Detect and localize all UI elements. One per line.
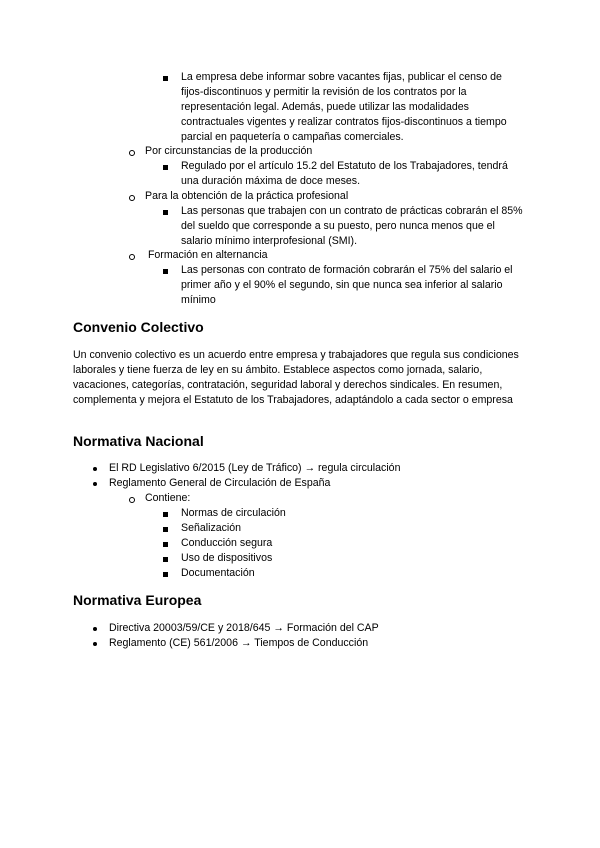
list-item-vacantes: La empresa debe informar sobre vacantes fijas, publicar el censo de fijos-discontinuos y permitir la revisión de los contratos por la representación legal. Además, puede utilizar las modalidades contractuales vigentes y realizar contratos fijos-discontinuos a tiempo parcial en paquetería o campañas comerciales. [181,71,507,143]
list-item-formacion: Formación en alternancia [145,249,268,261]
heading-europea: Normativa Europea [73,592,202,608]
list-item-circunstancias: Por circunstancias de la producción [145,145,313,157]
circle-bullet-icon [129,195,135,201]
list-item-conduccion: Conducción segura [181,537,273,549]
square-bullet-icon [163,76,168,81]
square-bullet-icon [163,512,168,517]
circle-bullet-icon [129,150,135,156]
disc-bullet-icon [93,482,97,486]
square-bullet-icon [163,542,168,547]
list-item-directiva: Directiva 20003/59/CE y 2018/645 → Formación del CAP [109,622,379,634]
list-item-senalizacion: Señalización [181,522,242,534]
disc-bullet-icon [93,642,97,646]
list-item-dispositivos: Uso de dispositivos [181,552,273,564]
circle-bullet-icon [129,254,135,260]
list-item-circunstancias-detalle: Regulado por el artículo 15.2 del Estatuto de los Trabajadores, tendrá una duración máxima de doce meses. [181,160,508,187]
heading-convenio: Convenio Colectivo [73,319,204,335]
square-bullet-icon [163,572,168,577]
square-bullet-icon [163,165,168,170]
disc-bullet-icon [93,467,97,471]
heading-nacional: Normativa Nacional [73,433,204,449]
list-item-practica: Para la obtención de la práctica profesional [145,190,349,202]
square-bullet-icon [163,527,168,532]
square-bullet-icon [163,557,168,562]
list-item-formacion-detalle: Las personas con contrato de formación cobrarán el 75% del salario el primer año y el 90% el segundo, sin que nunca sea inferior al salario mínimo [181,264,513,306]
circle-bullet-icon [129,497,135,503]
list-item-reglamento: Reglamento General de Circulación de España [109,477,331,489]
list-item-practica-detalle: Las personas que trabajen con un contrato de prácticas cobrarán el 85% del sueldo que corresponde a su puesto, pero nunca menos que el salario mínimo interprofesional (SMI). [181,205,523,247]
list-item-contiene: Contiene: [145,492,191,504]
list-item-rd-legislativo: El RD Legislativo 6/2015 (Ley de Tráfico) → regula circulación [109,462,401,474]
square-bullet-icon [163,269,168,274]
list-item-reglamento-ce: Reglamento (CE) 561/2006 → Tiempos de Conducción [109,637,369,649]
list-item-normas: Normas de circulación [181,507,286,519]
square-bullet-icon [163,210,168,215]
disc-bullet-icon [93,627,97,631]
paragraph-convenio: Un convenio colectivo es un acuerdo entre empresa y trabajadores que regula sus condiciones laborales y tiene fuerza de ley en su ámbito. Establece aspectos como jornada, salario, vacaciones, categorías, contratación, seguridad laboral y derechos sindicales. En resumen, complementa y mejora el Estatuto de los Trabajadores, adaptándolo a cada sector o empresa [73,349,519,406]
list-item-documentacion: Documentación [181,567,255,579]
